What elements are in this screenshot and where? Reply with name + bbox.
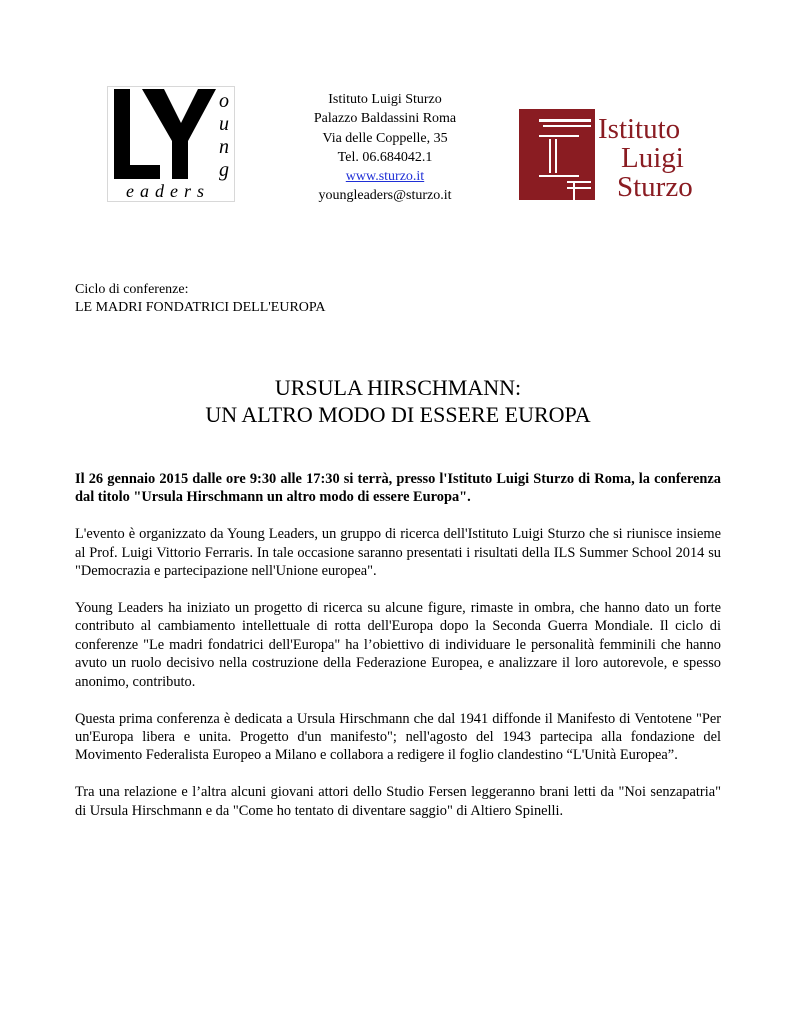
paragraph-project: Young Leaders ha iniziato un progetto di ricerca su alcune figure, rimaste in ombra, che hanno dato un forte contributo al cambiamento intellettuale di rotta dell'Europa dopo la Seconda Guerra Mondiale. Il ciclo di conferenze "Le madri fondatrici dell'Europa" ha l’obiettivo di individuare le personalità femminili che hanno avuto un ruolo decisivo nella costruzione della Federazione Europea, e analizzare il loro autorevole, e spesso anonimo, contributo. [75,600,721,690]
paragraph-readings: Tra una relazione e l’altra alcuni giovani attori dello Studio Fersen leggeranno brani letti da "Noi senzapatria" di Ursula Hirschmann e da "Come ho tentato di diventare saggio" di Altiero Spinelli. [75,784,721,819]
logo-letter-u: u [219,113,229,135]
logo-word-luigi: Luigi [621,142,684,174]
logo-word-istituto: Istituto [598,113,681,145]
logo-word-sturzo: Sturzo [617,171,693,200]
young-leaders-logo-graphic [108,87,234,201]
cycle-name: LE MADRI FONDATRICI DELL'EUROPA [75,300,326,315]
title-line-1: URSULA HIRSCHMANN: [274,375,522,400]
logo-word-eaders: eaders [126,181,210,201]
website-link[interactable]: www.sturzo.it [345,169,425,185]
istituto-sturzo-logo-graphic [519,109,709,200]
contact-email: youngleaders@sturzo.it [318,188,452,204]
logo-letter-n: n [219,136,229,158]
paragraph-organizer: L'evento è organizzato da Young Leaders, un gruppo di ricerca dell'Istituto Luigi Sturzo che si riunisce insieme al Prof. Luigi Vittorio Ferraris. In tale occasione saranno presentati i risultati della ILS Summer School 2014 su "Democrazia e partecipazione nell'Unione europea". [75,526,721,580]
contact-block [280,90,490,206]
cycle-label: Ciclo di conferenze: [75,282,189,297]
logo-letter-g: g [219,159,229,181]
body-text [75,470,721,839]
paragraph-announcement: Il 26 gennaio 2015 dalle ore 9:30 alle 17:30 si terrà, presso l'Istituto Luigi Sturzo di Roma, la conferenza dal titolo "Ursula Hirschmann un altro modo di essere Europa". [75,471,721,506]
contact-institute: Istituto Luigi Sturzo [328,92,442,107]
title-line-2: UN ALTRO MODO DI ESSERE EUROPA [205,402,591,427]
istituto-sturzo-logo [519,109,709,200]
contact-phone: Tel. 06.684042.1 [337,149,433,165]
contact-palace: Palazzo Baldassini Roma [313,111,457,127]
contact-address: Via delle Coppelle, 35 [322,130,448,146]
young-leaders-logo [107,86,235,202]
conference-cycle [75,281,326,317]
logo-letter-o: o [219,90,229,112]
document-title [75,374,721,428]
paragraph-first-conference: Questa prima conferenza è dedicata a Ursula Hirschmann che dal 1941 diffonde il Manifesto di Ventotene "Per un'Europa libera e unita. Progetto d'un manifesto"; nell'agosto del 1943 partecipa alla fondazione del Movimento Federalista Europeo a Milano e collabora a redigere il foglio clandestino “L'Unità Europea”. [75,710,721,764]
